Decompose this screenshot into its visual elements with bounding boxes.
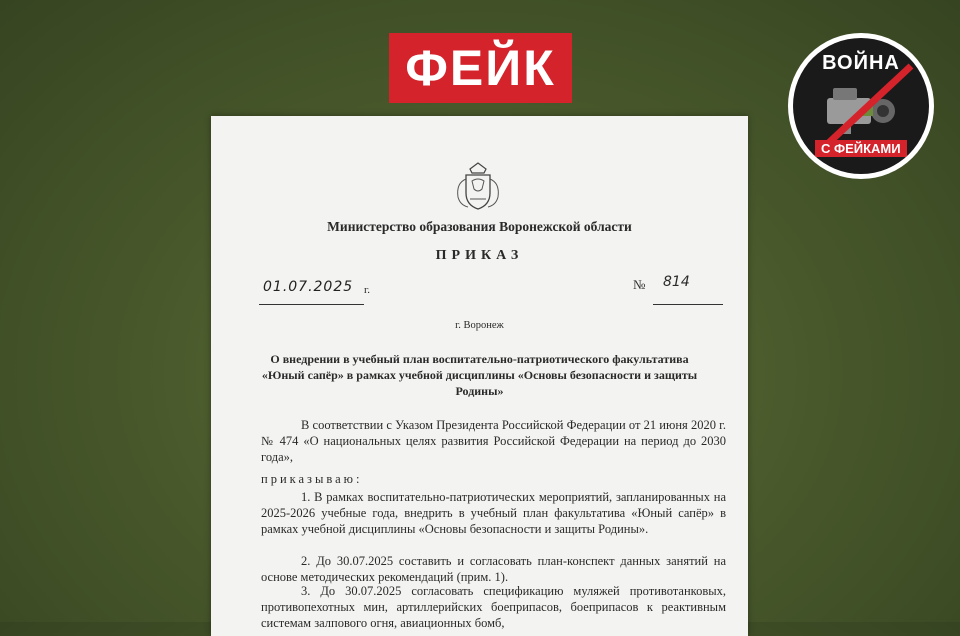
city: г. Воронеж: [455, 320, 504, 331]
year-suffix: г.: [364, 284, 371, 296]
fake-badge-label: ФЕЙК: [405, 40, 556, 96]
ministry-name: Министерство образования Воронежской области: [327, 219, 632, 234]
item-3: 3. До 30.07.2025 согласовать спецификацию муляжей противотанковых, противопехотных мин, артиллерийских боеприпасов, боеприпасов к реактивным системам залпового огня, авиационных бомб,: [261, 584, 726, 630]
order-number: 814: [663, 274, 690, 290]
order-subject: О внедрении в учебный план воспитательно-патриотического факультатива «Юный сапёр» в рамках учебной дисциплины «Основы безопасности и защиты Родины»: [261, 352, 698, 398]
order-title: ПРИКАЗ: [435, 248, 524, 263]
orders-word: приказываю:: [261, 472, 363, 486]
war-on-fakes-logo: [788, 33, 934, 179]
intro-paragraph: В соответствии с Указом Президента Российской Федерации от 21 июня 2020 г. № 474 «О национальных целях развития Российской Федерации на период до 2030 года»,: [261, 418, 726, 464]
coat-of-arms-icon: [450, 161, 506, 213]
document-page: [211, 116, 748, 636]
item-2: 2. До 30.07.2025 составить и согласовать план-конспект данных занятий на основе методических рекомендаций (прим. 1).: [261, 554, 726, 584]
logo-title: ВОЙНА: [822, 52, 900, 74]
logo-circle: [793, 38, 929, 174]
item-1: 1. В рамках воспитательно-патриотических мероприятий, запланированных на 2025-2026 учебные года, внедрить в учебный план факультатива «Юный сапёр» в рамках учебной дисциплины «Основы безопасности и защиты Родины».: [261, 490, 726, 536]
number-label: №: [633, 277, 646, 292]
order-date: 01.07.2025: [263, 279, 354, 295]
fake-badge: [389, 33, 572, 103]
logo-subtitle: С ФЕЙКАМИ: [815, 140, 907, 157]
